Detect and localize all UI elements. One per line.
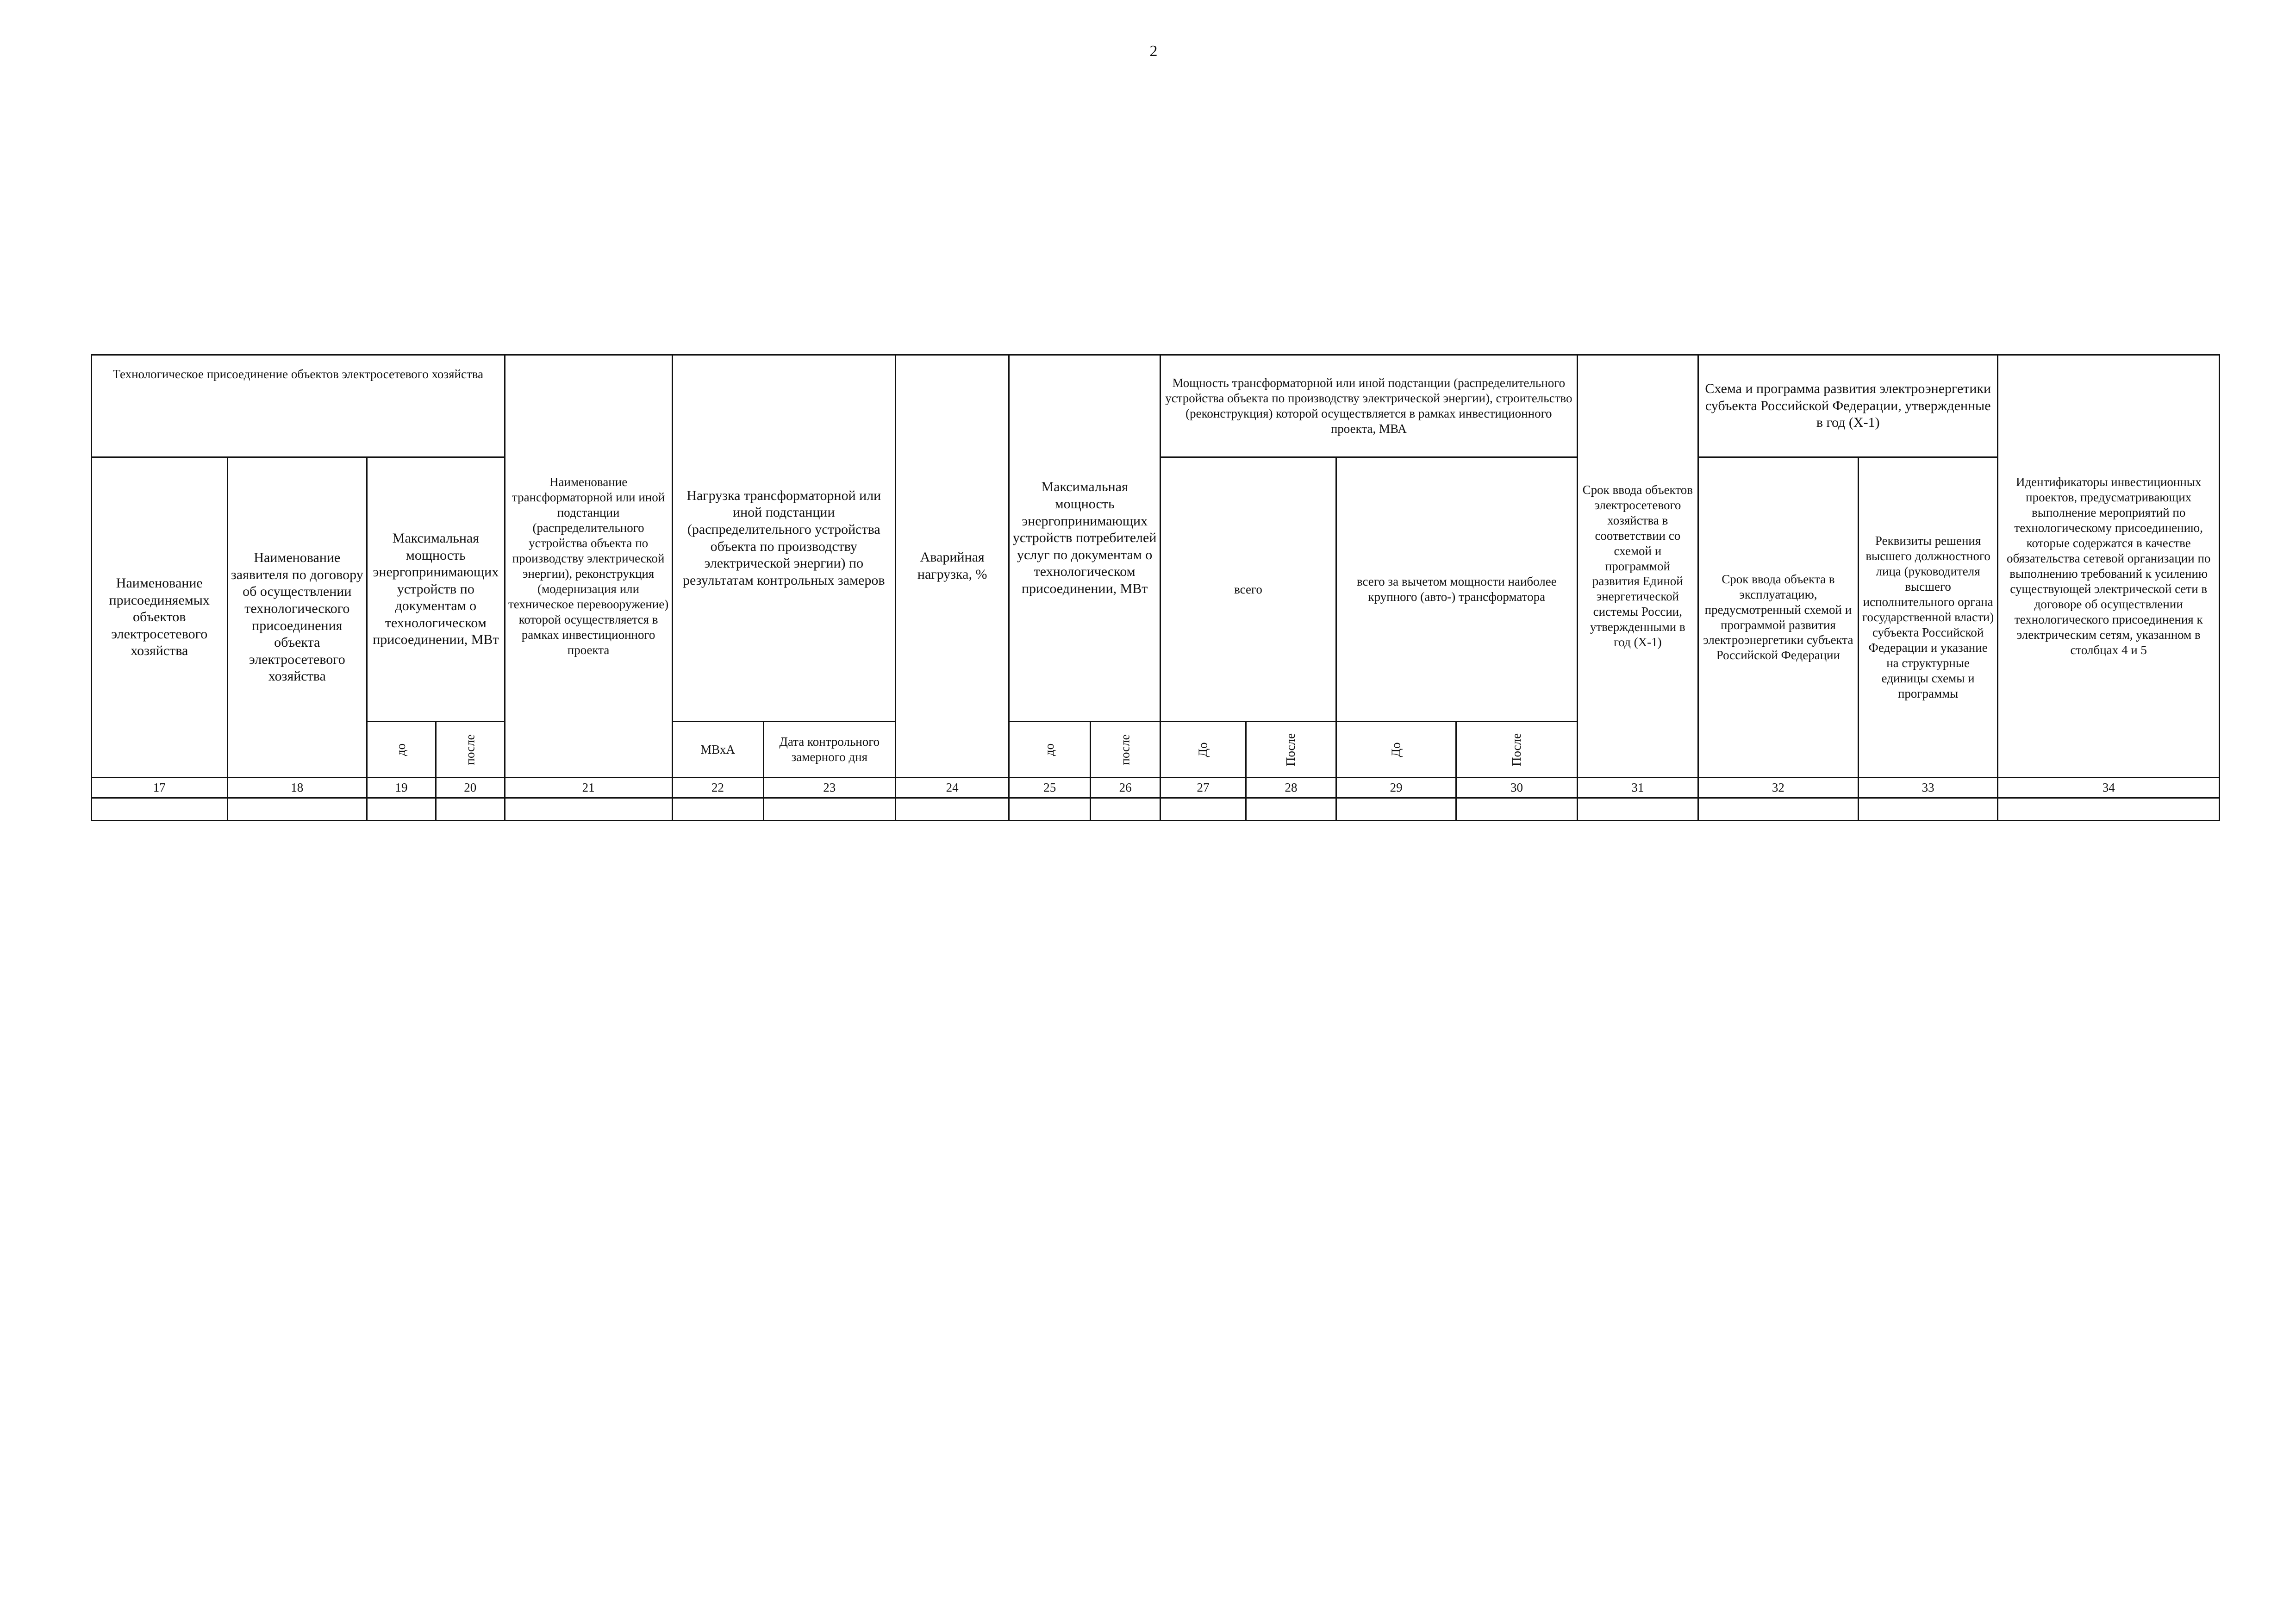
empty-data-row [92, 798, 2220, 820]
col22-23-header: Нагрузка трансформаторной или иной подстанции (распределительного устройства объекта по производству электрической энергии) по результатам контрольных замеров [672, 355, 896, 722]
col31-header: Срок ввода объектов электросетевого хозяйства в соответствии со схемой и программой развития Единой энергетической системы России, утвержденными в год (Х-1) [1577, 355, 1698, 778]
empty-cell [1698, 798, 1859, 820]
empty-cell [1009, 798, 1091, 820]
empty-cell [1577, 798, 1698, 820]
column-number: 27 [1160, 778, 1246, 798]
column-number: 17 [92, 778, 228, 798]
col24-header: Аварийная нагрузка, % [896, 355, 1009, 778]
empty-cell [1858, 798, 1998, 820]
column-number: 23 [763, 778, 896, 798]
col29-do [1336, 722, 1456, 778]
empty-cell [92, 798, 228, 820]
column-number: 26 [1091, 778, 1160, 798]
col33-header: Реквизиты решения высшего должностного лица (руководителя высшего исполнительного органа государственной власти) субъекта Российской Федерации и указание на структурные единицы схемы и программы [1858, 457, 1998, 778]
col29-do-label: До [1389, 742, 1403, 757]
col20-posle [436, 722, 505, 778]
column-number-row [92, 778, 2220, 798]
col19-do [367, 722, 436, 778]
col18-header: Наименование заявителя по договору об осуществлении технологического присоединения объекта электросетевого хозяйства [227, 457, 367, 778]
empty-cell [1456, 798, 1577, 820]
scheme-group-header: Схема и программа развития электроэнергетики субъекта Российской Федерации, утвержденные в год (Х-1) [1698, 355, 1998, 457]
col28-posle-label: После [1284, 733, 1298, 766]
column-number: 29 [1336, 778, 1456, 798]
empty-cell [1336, 798, 1456, 820]
col22-mva: МВхА [672, 722, 763, 778]
col26-posle-label: после [1118, 734, 1132, 765]
col19-20-header: Максимальная мощность энергопринимающих устройств по документам о технологическом присоединении, МВт [367, 457, 505, 722]
col26-posle [1091, 722, 1160, 778]
empty-cell [672, 798, 763, 820]
column-number: 31 [1577, 778, 1698, 798]
empty-cell [1998, 798, 2220, 820]
tech-connection-group-header: Технологическое присоединение объектов электросетевого хозяйства [92, 355, 505, 457]
empty-cell [227, 798, 367, 820]
col27-do-label: До [1196, 742, 1210, 757]
column-number: 34 [1998, 778, 2220, 798]
col27-28-header: всего [1160, 457, 1336, 722]
column-number: 25 [1009, 778, 1091, 798]
column-number: 28 [1246, 778, 1336, 798]
power-group-header: Мощность трансформаторной или иной подстанции (распределительного устройства объекта по производству электрической энергии), строительство (реконструкция) которой осуществляется в рамках инвестиционного проекта, МВА [1160, 355, 1578, 457]
col25-26-header: Максимальная мощность энергопринимающих устройств потребителей услуг по документам о технологическом присоединении, МВт [1009, 355, 1160, 722]
col32-header: Срок ввода объекта в эксплуатацию, предусмотренный схемой и программой развития электроэнергетики субъекта Российской Федерации [1698, 457, 1859, 778]
column-number: 33 [1858, 778, 1998, 798]
empty-cell [763, 798, 896, 820]
col20-posle-label: после [463, 734, 477, 765]
empty-cell [367, 798, 436, 820]
col23-control-date: Дата контрольного замерного дня [763, 722, 896, 778]
col34-header: Идентификаторы инвестиционных проектов, предусматривающих выполнение мероприятий по технологическому присоединению, которые содержатся в качестве обязательства сетевой организации по выполнению требований к усилению существующей электрической сети в договоре об осуществлении технологического присоединения к электрическим сетям, указанном в столбцах 4 и 5 [1998, 355, 2220, 778]
col30-posle [1456, 722, 1577, 778]
column-number: 22 [672, 778, 763, 798]
column-number: 19 [367, 778, 436, 798]
page-number: 2 [1149, 43, 1158, 60]
investment-project-table [91, 354, 2220, 821]
col21-header: Наименование трансформаторной или иной подстанции (распределительного устройства объекта по производству электрической энергии), реконструкция (модернизация или техническое перевооружение) которой осуществляется в рамках инвестиционного проекта [505, 355, 672, 778]
column-number: 21 [505, 778, 672, 798]
empty-cell [1091, 798, 1160, 820]
empty-cell [436, 798, 505, 820]
empty-cell [1160, 798, 1246, 820]
col19-do-label: до [394, 743, 408, 756]
column-number: 24 [896, 778, 1009, 798]
col27-do [1160, 722, 1246, 778]
empty-cell [896, 798, 1009, 820]
col28-posle [1246, 722, 1336, 778]
col17-header: Наименование присоединяемых объектов электросетевого хозяйства [92, 457, 228, 778]
col29-30-header: всего за вычетом мощности наиболее крупного (авто-) трансформатора [1336, 457, 1577, 722]
empty-cell [505, 798, 672, 820]
col25-do [1009, 722, 1091, 778]
column-number: 30 [1456, 778, 1577, 798]
column-number: 20 [436, 778, 505, 798]
col25-do-label: до [1042, 743, 1057, 756]
column-number: 32 [1698, 778, 1859, 798]
column-number: 18 [227, 778, 367, 798]
empty-cell [1246, 798, 1336, 820]
col30-posle-label: После [1510, 733, 1523, 766]
